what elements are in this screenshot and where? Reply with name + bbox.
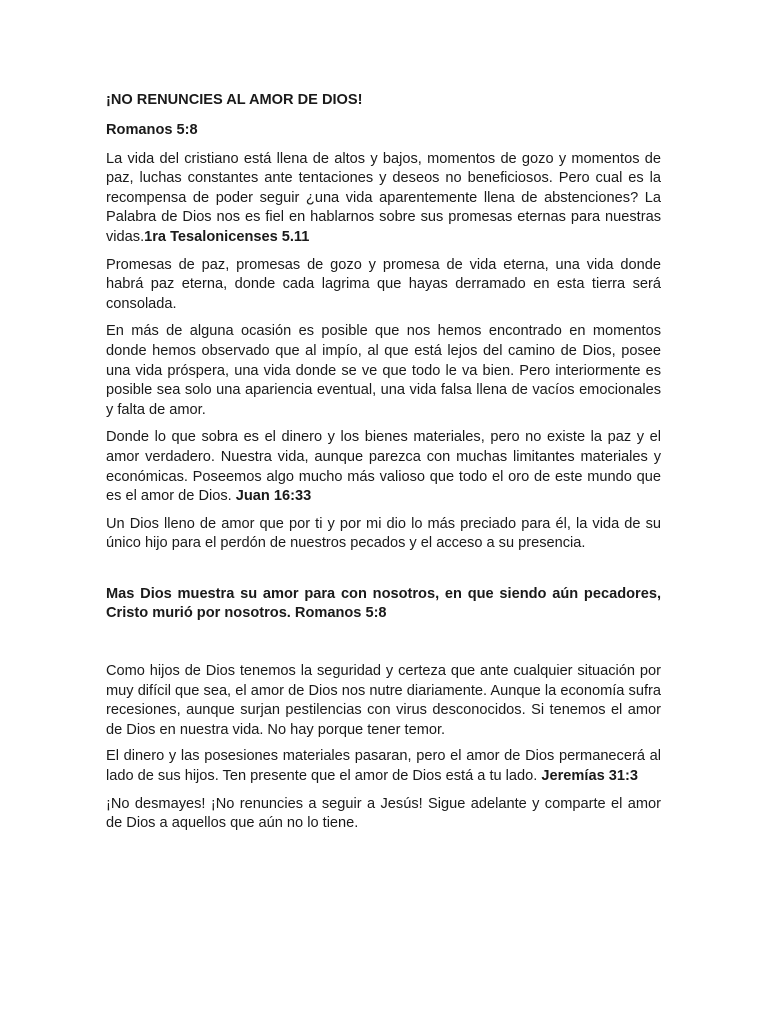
paragraph-4 [106,428,661,506]
paragraph-8 [106,795,661,834]
paragraph-1 [106,150,661,248]
paragraph-text: Promesas de paz, promesas de gozo y promesa de vida eterna, una vida donde habrá paz eterna, donde cada lagrima que hayas derramado en esta tierra será consolada. [106,256,661,312]
paragraph-text: ¡No desmayes! ¡No renuncies a seguir a Jesús! Sigue adelante y comparte el amor de Dios a aquellos que aún no lo tiene. [106,795,661,832]
paragraph-6 [106,662,661,740]
paragraph-3 [106,322,661,420]
scripture-quote: Mas Dios muestra su amor para con nosotros, en que siendo aún pecadores, Cristo murió por nosotros. Romanos 5:8 [106,585,661,622]
paragraph-text: El dinero y las posesiones materiales pasaran, pero el amor de Dios permanecerá al lado de sus hijos. Ten presente que el amor de Dios está a tu lado. [106,748,661,785]
paragraph-5 [106,515,661,554]
paragraph-text: Donde lo que sobra es el dinero y los bienes materiales, pero no existe la paz y el amor verdadero. Nuestra vida, aunque parezca con muchas limitantes materiales y económicas. Poseemos algo mucho más valioso que todo el oro de este mundo que es el amor de Dios. [106,429,661,505]
document-body [106,90,661,834]
scripture-reference: 1ra Tesalonicenses 5.11 [144,228,310,245]
paragraph-text: Un Dios lleno de amor que por ti y por mi dio lo más preciado para él, la vida de su único hijo para el perdón de nuestros pecados y el acceso a su presencia. [106,515,661,552]
paragraph-text: La vida del cristiano está llena de altos y bajos, momentos de gozo y momentos de paz, luchas constantes ante tentaciones y deseos no beneficiosos. Pero cual es la recompensa de poder seguir ¿una vida aparentemente llena de abstenciones? La Palabra de Dios nos es fiel en hablarnos sobre sus promesas eternas para nuestras vidas. [106,150,661,245]
scripture-reference-heading: Romanos 5:8 [106,122,198,138]
scripture-reference: Jeremías 31:3 [541,768,638,785]
scripture-reference: Juan 16:33 [235,488,312,505]
paragraph-2 [106,256,661,315]
paragraph-7 [106,747,661,786]
document-title: ¡NO RENUNCIES AL AMOR DE DIOS! [106,92,363,108]
paragraph-text: Como hijos de Dios tenemos la seguridad y certeza que ante cualquier situación por muy difícil que sea, el amor de Dios nos nutre diariamente. Aunque la economía sufra recesiones, aunque surjan pestilencias con virus desconocidos. Si tenemos el amor de Dios en nuestra vida. No hay porque tener temor. [106,663,661,738]
paragraph-text: En más de alguna ocasión es posible que nos hemos encontrado en momentos donde hemos observado que al impío, al que está lejos del camino de Dios, posee una vida próspera, una vida donde se ve que todo le va bien. Pero interiormente es posible sea solo una apariencia eventual, una vida falsa llena de vacíos emocionales y falta de amor. [106,323,661,418]
